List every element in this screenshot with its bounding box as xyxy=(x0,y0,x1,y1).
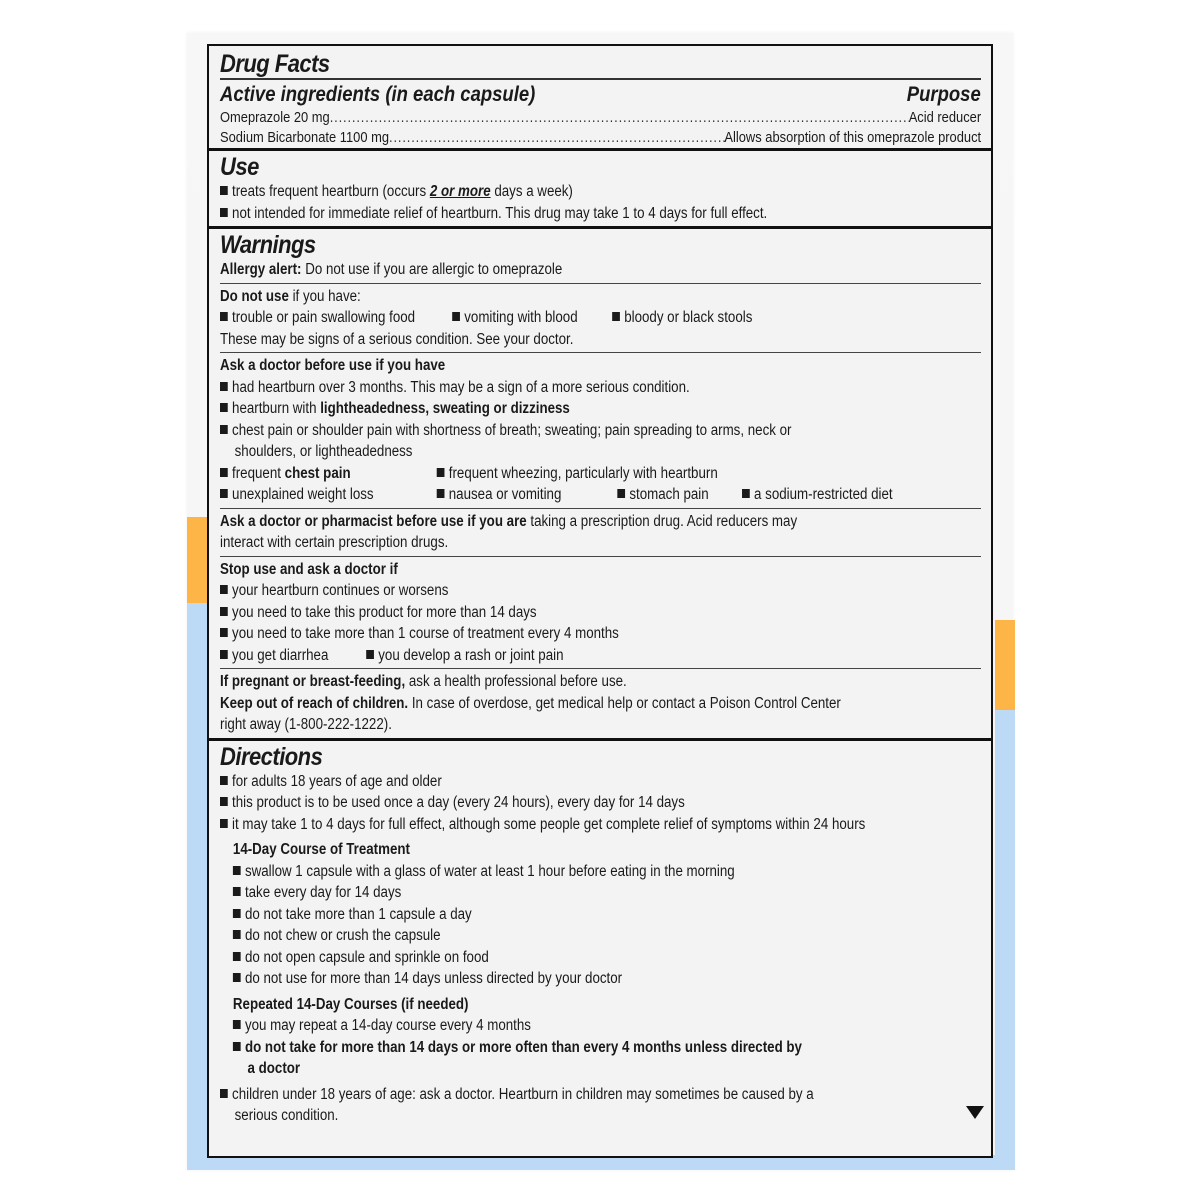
bullet-icon xyxy=(617,489,625,498)
stop-use-item: your heartburn continues or worsens xyxy=(220,580,979,602)
use-item: treats frequent heartburn (occurs 2 or more days a week) xyxy=(220,181,979,203)
divider xyxy=(220,668,981,669)
direction-item: for adults 18 years of age and older xyxy=(220,771,979,793)
bullet-icon xyxy=(233,1020,241,1029)
bullet-icon xyxy=(220,628,228,637)
bullet-icon xyxy=(452,312,460,321)
ask-doctor-item: had heartburn over 3 months. This may be a sign of a more serious condition. xyxy=(220,377,979,399)
bullet-icon xyxy=(233,866,241,875)
ask-doctor-item: chest pain or shoulder pain with shortness of breath; sweating; pain spreading to arms, neck or xyxy=(220,420,979,442)
bullet-icon xyxy=(220,607,228,616)
stop-use-heading: Stop use and ask a doctor if xyxy=(220,560,398,578)
directions-section xyxy=(209,741,991,1129)
purpose-heading: Purpose xyxy=(906,83,981,106)
bullet-icon xyxy=(220,425,228,434)
bullet-icon xyxy=(612,312,620,321)
do-not-use-items: trouble or pain swallowing food vomiting with blood bloody or black stools xyxy=(220,307,979,329)
course-item: do not chew or crush the capsule xyxy=(220,925,992,947)
divider xyxy=(220,78,981,80)
bullet-icon xyxy=(233,930,241,939)
right-blue-band xyxy=(995,710,1015,1170)
continued-arrow-icon xyxy=(966,1106,984,1119)
stop-use-items-row: you get diarrhea you develop a rash or joint pain xyxy=(220,645,979,667)
ingredient-purpose: Allows absorption of this omeprazole product xyxy=(724,129,982,146)
course-heading: 14-Day Course of Treatment xyxy=(232,841,410,858)
bullet-icon xyxy=(366,650,374,659)
drug-facts-label xyxy=(207,44,993,1158)
direction-item: it may take 1 to 4 days for full effect, although some people get complete relief of symptoms within 24 hours xyxy=(220,814,979,836)
use-heading: Use xyxy=(220,153,259,181)
bullet-icon xyxy=(220,312,228,321)
pregnancy-warning: If pregnant or breast-feeding, ask a health professional before use. xyxy=(220,673,627,690)
course-item: do not take more than 1 capsule a day xyxy=(220,904,992,926)
ask-doctor-items-row: frequent chest pain frequent wheezing, particularly with heartburn xyxy=(220,463,979,485)
emphasis-text: 2 or more xyxy=(429,183,491,200)
bullet-icon xyxy=(220,186,228,195)
bullet-icon xyxy=(220,208,228,217)
bullet-icon xyxy=(220,382,228,391)
ask-pharmacist: Ask a doctor or pharmacist before use if you are taking a prescription drug. Acid reducers may xyxy=(220,512,798,530)
repeat-heading: Repeated 14-Day Courses (if needed) xyxy=(232,995,469,1013)
bullet-icon xyxy=(220,650,228,659)
bullet-icon xyxy=(220,1089,228,1098)
warnings-section xyxy=(209,229,991,741)
children-item-cont: serious condition. xyxy=(234,1107,339,1124)
bullet-icon xyxy=(233,952,241,961)
bullet-icon xyxy=(233,973,241,982)
ingredient-row xyxy=(220,128,981,148)
stop-use-item: you need to take more than 1 course of treatment every 4 months xyxy=(220,623,979,645)
bullet-icon xyxy=(233,1042,241,1051)
stop-use-item: you need to take this product for more than 14 days xyxy=(220,602,979,624)
direction-item: this product is to be used once a day (every 24 hours), every day for 14 days xyxy=(220,792,979,814)
directions-heading: Directions xyxy=(220,742,323,771)
divider xyxy=(220,283,981,284)
use-section xyxy=(209,151,991,229)
repeat-item: do not take for more than 14 days or more often than every 4 months unless directed by xyxy=(220,1037,992,1059)
bullet-icon xyxy=(742,489,750,498)
ask-doctor-heading: Ask a doctor before use if you have xyxy=(220,357,446,374)
allergy-alert: Allergy alert: Do not use if you are allergic to omeprazole xyxy=(220,261,563,278)
leader-dots xyxy=(330,108,909,128)
do-not-use: Do not use if you have: xyxy=(220,287,361,305)
bullet-icon xyxy=(220,468,228,477)
bullet-icon xyxy=(220,403,228,412)
ingredient-row xyxy=(220,108,981,128)
bullet-icon xyxy=(233,909,241,918)
bullet-icon xyxy=(220,489,228,498)
keep-out-of-reach: Keep out of reach of children. In case of overdose, get medical help or contact a Poison Control Center xyxy=(220,694,841,712)
ingredient-purpose: Acid reducer xyxy=(908,109,982,126)
leader-dots xyxy=(389,128,724,148)
course-item: do not open capsule and sprinkle on food xyxy=(220,947,992,969)
ask-pharmacist-cont: interact with certain prescription drugs. xyxy=(220,534,449,551)
do-not-use-note: These may be signs of a serious condition. See your doctor. xyxy=(220,330,574,348)
bullet-icon xyxy=(220,819,228,828)
bullet-icon xyxy=(437,489,445,498)
repeat-item-cont: a doctor xyxy=(247,1060,301,1077)
children-item: children under 18 years of age: ask a doctor. Heartburn in children may sometimes be caused by a xyxy=(220,1084,979,1106)
use-item: not intended for immediate relief of heartburn. This drug may take 1 to 4 days for full effect. xyxy=(220,203,979,225)
right-orange-band xyxy=(995,620,1015,710)
warnings-heading: Warnings xyxy=(220,231,316,259)
left-blue-band xyxy=(187,603,207,1170)
ask-doctor-item: heartburn with lightheadedness, sweating or dizziness xyxy=(220,398,979,420)
page-title: Drug Facts xyxy=(220,50,330,78)
ask-doctor-items-row: unexplained weight loss nausea or vomiting stomach pain a sodium-restricted diet xyxy=(220,484,979,506)
keep-out-of-reach-cont: right away (1-800-222-1222). xyxy=(220,716,392,733)
divider xyxy=(220,508,981,509)
bullet-icon xyxy=(220,585,228,594)
bullet-icon xyxy=(233,887,241,896)
divider xyxy=(220,352,981,353)
active-ingredients-section xyxy=(209,46,991,151)
course-item: do not use for more than 14 days unless directed by your doctor xyxy=(220,968,992,990)
course-item: swallow 1 capsule with a glass of water at least 1 hour before eating in the morning xyxy=(220,861,992,883)
repeat-item: you may repeat a 14-day course every 4 months xyxy=(220,1015,992,1037)
bullet-icon xyxy=(220,776,228,785)
ask-doctor-item-cont: shoulders, or lightheadedness xyxy=(234,443,413,460)
active-ingredients-heading: Active ingredients (in each capsule) xyxy=(220,83,536,106)
ingredient-name: Sodium Bicarbonate 1100 mg xyxy=(220,129,390,146)
divider xyxy=(220,556,981,557)
bullet-icon xyxy=(437,468,445,477)
bullet-icon xyxy=(220,797,228,806)
ingredient-name: Omeprazole 20 mg xyxy=(220,109,330,126)
course-item: take every day for 14 days xyxy=(220,882,992,904)
left-orange-band xyxy=(187,517,207,603)
